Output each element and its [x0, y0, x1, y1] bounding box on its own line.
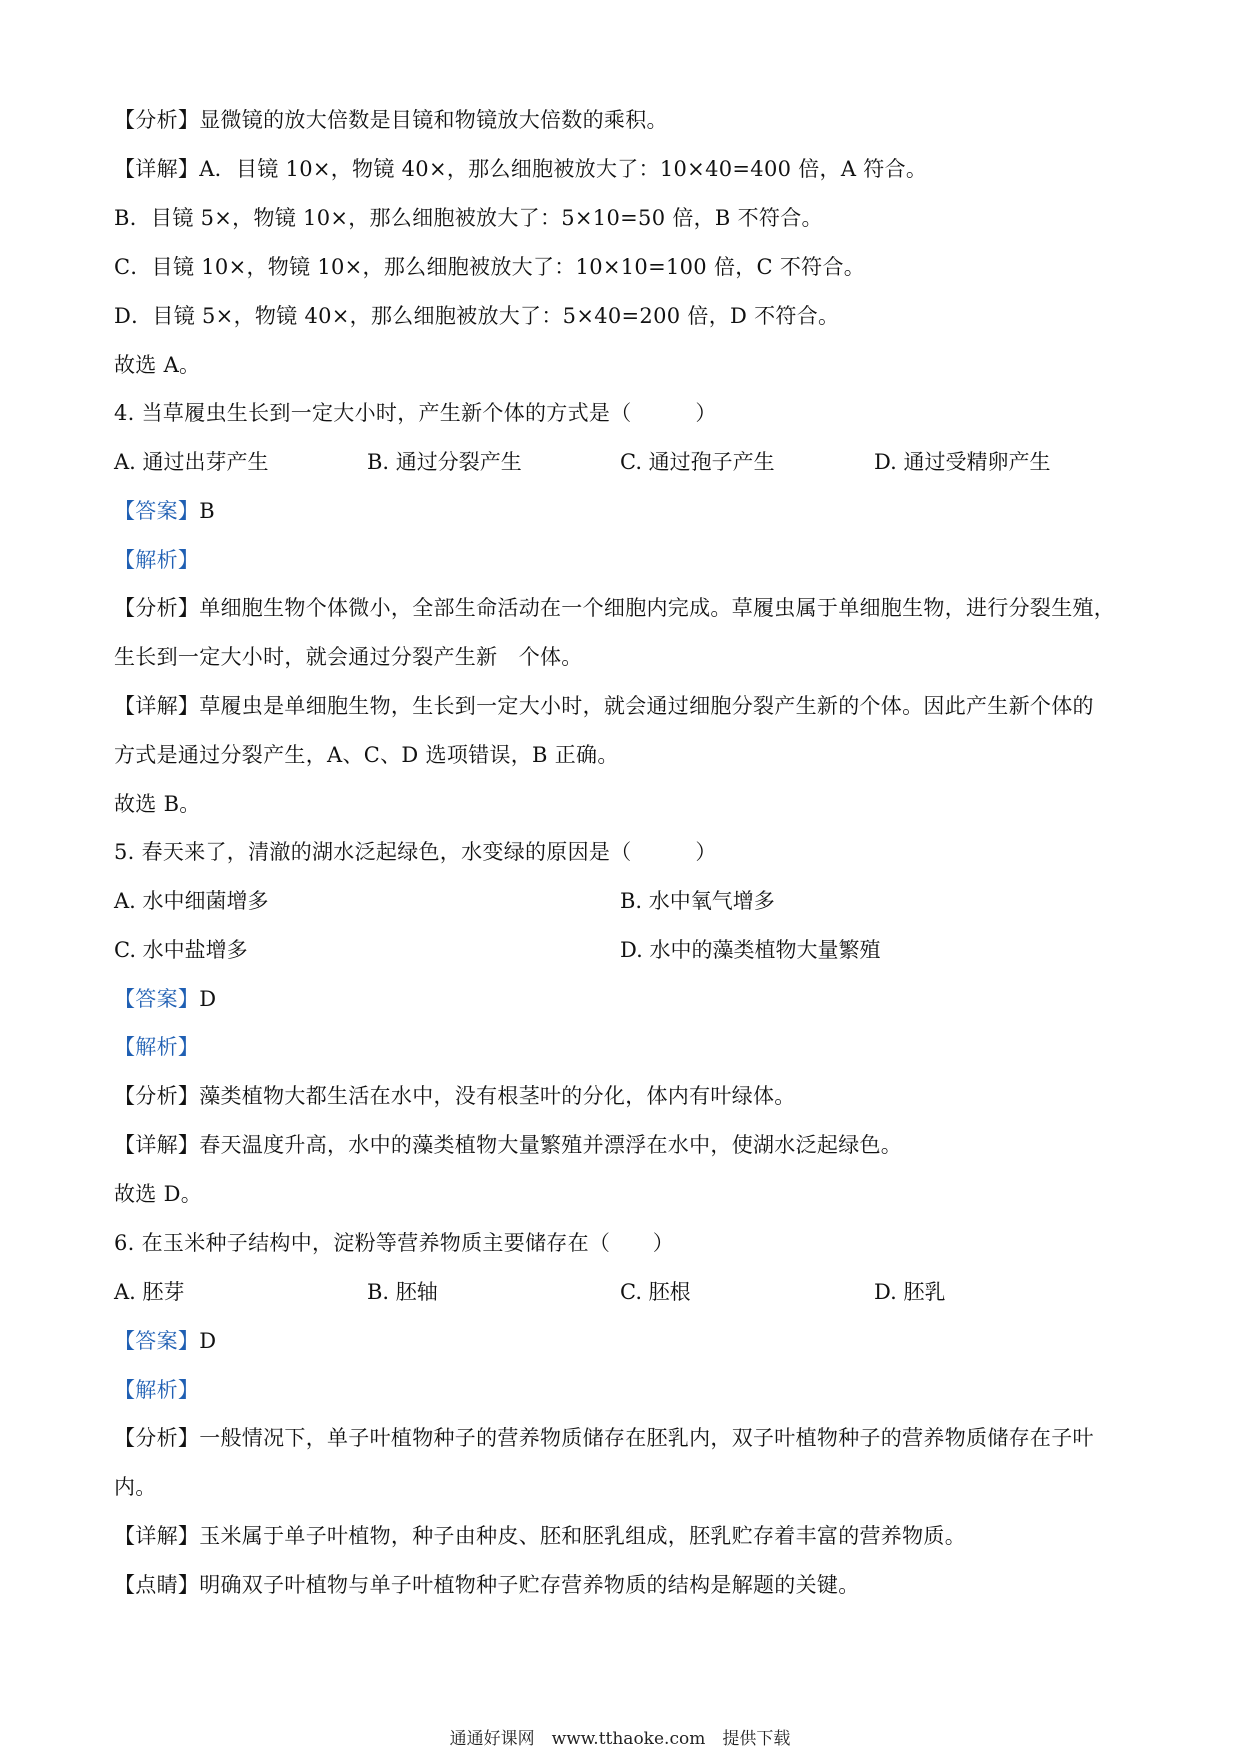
page-footer: 通通好课网 www.tthaoke.com 提供下载 — [449, 1729, 791, 1749]
q6-detail: 【详解】玉米属于单子叶植物，种子由种皮、胚和胚乳组成，胚乳贮存着丰富的营养物质。 — [114, 1524, 966, 1548]
q5-answer-line — [114, 985, 216, 1013]
q4-detail-2: 方式是通过分裂产生，A、C、D 选项错误，B 正确。 — [114, 743, 619, 767]
q6-option-b: B. 胚轴 — [367, 1280, 438, 1304]
q6-analysis-2: 内。 — [114, 1475, 157, 1499]
q4-option-d: D. 通过受精卵产生 — [874, 450, 1051, 474]
q3-detail-d: D．目镜 5×，物镜 40×，那么细胞被放大了：5×40=200 倍，D 不符合。 — [114, 304, 840, 328]
q5-question: 5. 春天来了，清澈的湖水泛起绿色，水变绿的原因是（ ） — [114, 840, 717, 864]
q5-choice: 故选 D。 — [114, 1182, 203, 1206]
q4-option-c: C. 通过孢子产生 — [620, 450, 775, 474]
q5-detail: 【详解】春天温度升高，水中的藻类植物大量繁殖并漂浮在水中，使湖水泛起绿色。 — [114, 1133, 903, 1157]
q4-answer-line — [114, 497, 215, 525]
q6-option-a: A. 胚芽 — [114, 1280, 185, 1304]
q3-analysis: 【分析】显微镜的放大倍数是目镜和物镜放大倍数的乘积。 — [114, 108, 668, 132]
q3-choice: 故选 A。 — [114, 353, 201, 377]
q6-option-c: C. 胚根 — [620, 1280, 691, 1304]
q6-answer-line — [114, 1327, 216, 1355]
q3-detail-b: B．目镜 5×，物镜 10×，那么细胞被放大了：5×10=50 倍，B 不符合。 — [114, 206, 823, 230]
q5-answer-tag: 【答案】 — [114, 987, 200, 1011]
q6-comment: 【点睛】明确双子叶植物与单子叶植物种子贮存营养物质的结构是解题的关键。 — [114, 1573, 860, 1597]
q4-answer: B — [199, 499, 215, 523]
q4-detail-1: 【详解】草履虫是单细胞生物，生长到一定大小时，就会通过细胞分裂产生新的个体。因此产生新个体的 — [114, 694, 1094, 718]
q5-analysis: 【分析】藻类植物大都生活在水中，没有根茎叶的分化，体内有叶绿体。 — [114, 1084, 796, 1108]
q6-explain-tag: 【解析】 — [114, 1378, 200, 1402]
q5-explain-tag: 【解析】 — [114, 1035, 200, 1059]
q6-question: 6. 在玉米种子结构中，淀粉等营养物质主要储存在（ ） — [114, 1231, 675, 1255]
q5-option-b: B. 水中氧气增多 — [620, 889, 775, 913]
q6-answer: D — [199, 1329, 217, 1353]
q5-option-c: C. 水中盐增多 — [114, 938, 248, 962]
q5-option-d: D. 水中的藻类植物大量繁殖 — [620, 938, 881, 962]
q6-analysis-1: 【分析】一般情况下，单子叶植物种子的营养物质储存在胚乳内，双子叶植物种子的营养物质储存在子叶 — [114, 1426, 1094, 1450]
q3-detail-a: 【详解】A．目镜 10×，物镜 40×，那么细胞被放大了：10×40=400 倍，A 符合。 — [114, 157, 928, 181]
q4-analysis-2: 生长到一定大小时，就会通过分裂产生新 个体。 — [114, 645, 583, 669]
q4-question: 4. 当草履虫生长到一定大小时，产生新个体的方式是（ ） — [114, 401, 717, 425]
q5-option-a: A. 水中细菌增多 — [114, 889, 269, 913]
q4-answer-tag: 【答案】 — [114, 499, 200, 523]
q4-explain-tag: 【解析】 — [114, 548, 200, 572]
q6-answer-tag: 【答案】 — [114, 1329, 200, 1353]
q4-option-a: A. 通过出芽产生 — [114, 450, 269, 474]
q3-detail-c: C．目镜 10×，物镜 10×，那么细胞被放大了：10×10=100 倍，C 不符合。 — [114, 255, 866, 279]
q4-analysis-1: 【分析】单细胞生物个体微小，全部生命活动在一个细胞内完成。草履虫属于单细胞生物，进行分裂生殖， — [114, 596, 1116, 620]
q5-answer: D — [199, 987, 217, 1011]
q6-option-d: D. 胚乳 — [874, 1280, 946, 1304]
q4-choice: 故选 B。 — [114, 792, 201, 816]
q4-option-b: B. 通过分裂产生 — [367, 450, 522, 474]
